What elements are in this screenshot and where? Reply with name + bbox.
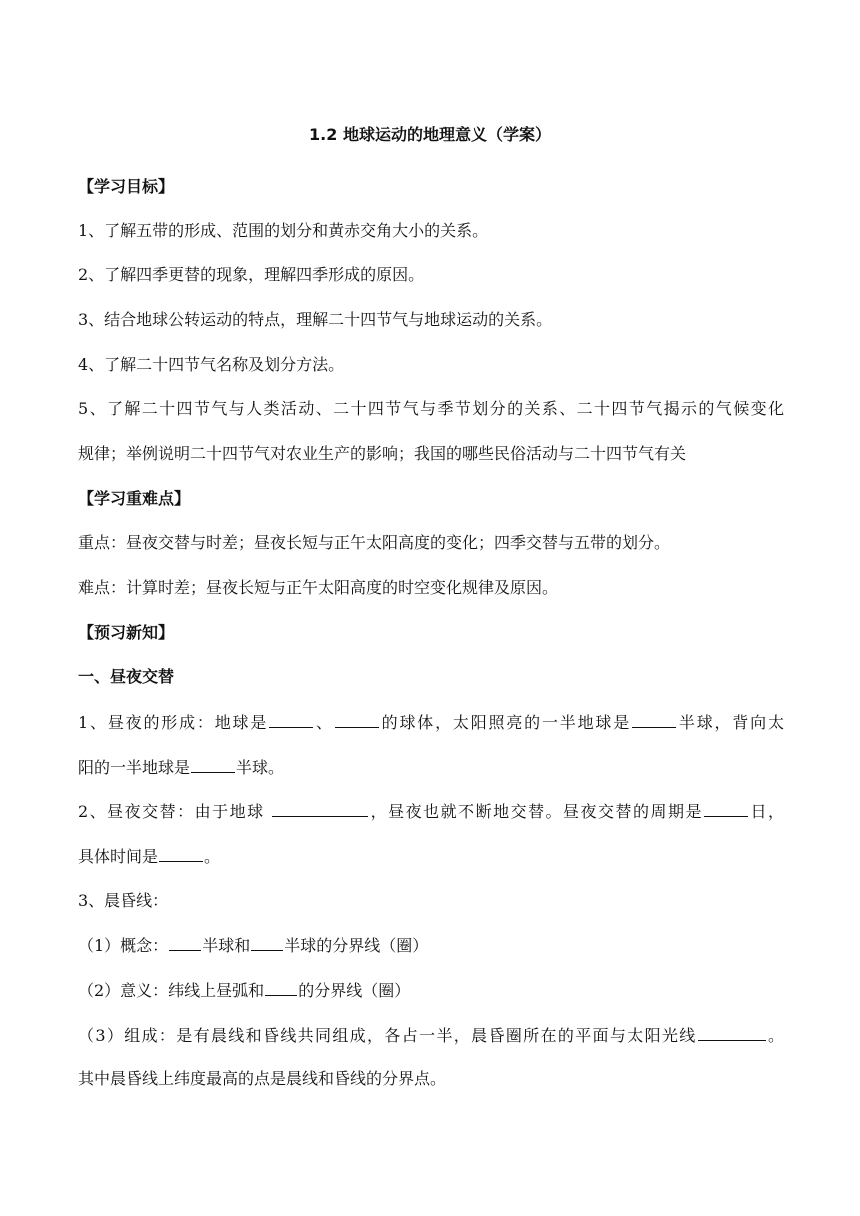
blank-line <box>335 711 379 728</box>
blank-line <box>169 934 201 951</box>
section-1-heading: 一、昼夜交替 <box>78 667 175 686</box>
blank-line <box>251 934 283 951</box>
text: 半球，背向太 <box>677 713 784 732</box>
goal-5-line-1: 5、了解二十四节气与人类活动、二十四节气与季节划分的关系、二十四节气揭示的气候变化 <box>78 399 784 418</box>
goal-5-line-2: 规律；举例说明二十四节气对农业生产的影响；我国的哪些民俗活动与二十四节气有关 <box>78 444 687 463</box>
preview-heading: 【预习新知】 <box>78 623 175 642</box>
text: 半球和 <box>202 936 251 955</box>
text: 的分界线（圈） <box>298 981 411 1000</box>
paragraph-2-line-1 <box>78 800 784 823</box>
blank-line <box>698 1024 766 1041</box>
difficult-point: 难点：计算时差；昼夜长短与正午太阳高度的时空变化规律及原因。 <box>78 578 559 597</box>
text: （3）组成：是有晨线和昏线共同组成，各占一半，晨昏圈所在的平面与太阳光线 <box>78 1026 697 1045</box>
blank-line <box>269 711 313 728</box>
paragraph-1-line-1 <box>78 711 784 734</box>
goal-1: 1、了解五带的形成、范围的划分和黄赤交角大小的关系。 <box>78 221 489 240</box>
paragraph-3-3 <box>78 1024 784 1047</box>
text: 。 <box>766 1026 784 1045</box>
blank-line <box>272 800 368 817</box>
paragraph-2-line-2 <box>78 845 784 868</box>
paragraph-1-line-2 <box>78 756 784 779</box>
paragraph-3-heading: 3、晨昏线： <box>78 891 169 910</box>
blank-line <box>191 756 235 773</box>
text: 的球体，太阳照亮的一半地球是 <box>379 713 632 732</box>
text: 半球的分界线（圈） <box>284 936 429 955</box>
goal-4: 4、了解二十四节气名称及划分方法。 <box>78 355 345 374</box>
text: 2、昼夜交替：由于地球 <box>78 802 272 821</box>
blank-line <box>704 800 748 817</box>
text: 阳的一半地球是 <box>78 758 191 777</box>
text: 半球。 <box>236 758 285 777</box>
key-point: 重点：昼夜交替与时差；昼夜长短与正午太阳高度的变化；四季交替与五带的划分。 <box>78 533 671 552</box>
key-heading: 【学习重难点】 <box>78 489 191 508</box>
text: （2）意义：纬线上昼弧和 <box>78 981 265 1000</box>
text: ，昼夜也就不断地交替。昼夜交替的周期是 <box>369 802 703 821</box>
goals-heading: 【学习目标】 <box>78 177 175 196</box>
text: 、 <box>314 713 334 732</box>
goal-2: 2、了解四季更替的现象，理解四季形成的原因。 <box>78 265 425 284</box>
blank-line <box>159 845 203 862</box>
paragraph-3-1 <box>78 934 784 957</box>
blank-line <box>265 979 297 996</box>
paragraph-3-4: 其中晨昏线上纬度最高的点是晨线和昏线的分界点。 <box>78 1069 447 1088</box>
text: 1、昼夜的形成：地球是 <box>78 713 269 732</box>
paragraph-3-2 <box>78 979 784 1002</box>
text: 具体时间是 <box>78 847 159 866</box>
page-title: 1.2 地球运动的地理意义（学案） <box>309 125 551 144</box>
goal-3: 3、结合地球公转运动的特点，理解二十四节气与地球运动的关系。 <box>78 310 553 329</box>
blank-line <box>632 711 676 728</box>
text: （1）概念： <box>78 936 169 955</box>
text: 日， <box>748 802 784 821</box>
text: 。 <box>204 847 221 866</box>
